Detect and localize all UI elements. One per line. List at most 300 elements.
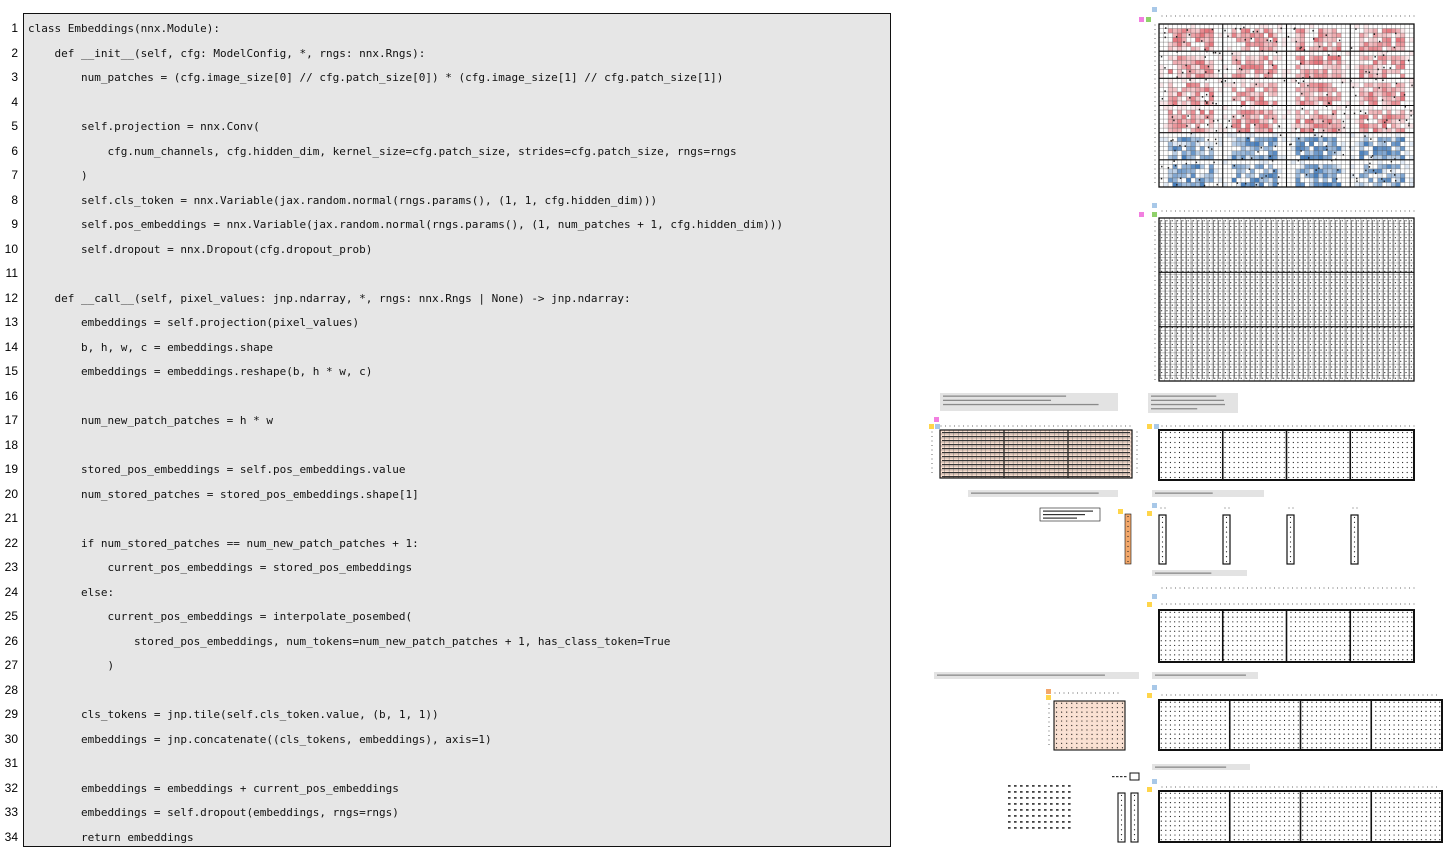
ruler-tick: [1287, 425, 1288, 426]
cell-glyph: [1411, 316, 1412, 317]
grid-cell: [1282, 155, 1287, 160]
cell-glyph: [1368, 378, 1369, 379]
cell-glyph: [1172, 237, 1173, 238]
cell-glyph: [1162, 556, 1163, 557]
cell-glyph: [1363, 344, 1364, 345]
cell-glyph: [1182, 226, 1183, 227]
cell-glyph: [1216, 143, 1217, 145]
cell-glyph: [1336, 282, 1337, 283]
ruler-tick: [940, 425, 941, 426]
cell-glyph: [1264, 631, 1265, 632]
ruler-tick: [1102, 425, 1103, 426]
cell-glyph: [1304, 248, 1305, 249]
ruler-tick: [1337, 210, 1338, 211]
grid-cell: [1182, 119, 1187, 124]
grid-cell: [1327, 83, 1332, 88]
cell-glyph: [1389, 220, 1390, 221]
cell-glyph: [1411, 378, 1412, 379]
cell-glyph: [1188, 248, 1189, 249]
cell-glyph: [1326, 282, 1327, 283]
cell-glyph: [1352, 220, 1353, 221]
ruler-tick: [1154, 177, 1155, 178]
grid-cell: [1314, 56, 1319, 61]
cell-glyph: [1209, 344, 1210, 345]
cell-glyph: [1278, 316, 1279, 317]
cell-glyph: [1262, 260, 1263, 261]
cell-glyph: [1267, 361, 1268, 362]
cell-glyph: [1379, 344, 1380, 345]
grid-cell: [1296, 101, 1301, 106]
cell-glyph: [1161, 260, 1162, 261]
grid-cell: [1200, 110, 1205, 115]
grid-cell: [1318, 142, 1323, 147]
grid-cell: [1255, 42, 1260, 47]
grid-cell: [1409, 178, 1414, 183]
cell-glyph: [1408, 60, 1409, 62]
ruler-tick: [1242, 15, 1243, 16]
grid-cell: [1300, 115, 1305, 120]
grid-cell: [1382, 124, 1387, 129]
cell-glyph: [1393, 467, 1394, 468]
cell-glyph: [1374, 220, 1375, 221]
cell-glyph: [1397, 462, 1398, 463]
cell-glyph: [1183, 616, 1184, 617]
cell-glyph: [1411, 321, 1412, 322]
cell-glyph: [1166, 248, 1167, 249]
cell-glyph: [1289, 254, 1290, 255]
cell-glyph: [1264, 621, 1265, 622]
cell-glyph: [1256, 84, 1257, 86]
cell-glyph: [1368, 282, 1369, 283]
cell-glyph: [1273, 282, 1274, 283]
cell-glyph: [1206, 432, 1207, 433]
cell-glyph: [1353, 631, 1354, 632]
cell-glyph: [1394, 96, 1395, 98]
cell-glyph: [1374, 33, 1375, 35]
cell-glyph: [1265, 462, 1266, 463]
cell-glyph: [1270, 447, 1271, 448]
ruler-tick: [1305, 15, 1306, 16]
cell-glyph: [1202, 467, 1203, 468]
grid-cell: [1268, 87, 1273, 92]
cell-glyph: [1275, 452, 1276, 453]
cell-glyph: [1278, 305, 1279, 306]
ruler-tick: [1278, 425, 1279, 426]
cell-glyph: [1393, 616, 1394, 617]
cell-glyph: [1384, 305, 1385, 306]
cell-glyph: [1336, 310, 1337, 311]
cell-glyph: [1241, 366, 1242, 367]
ruler-tick: [1395, 425, 1396, 426]
grid-cell: [1209, 124, 1214, 129]
cell-glyph: [1408, 123, 1409, 125]
cell-glyph: [1304, 237, 1305, 238]
cell-glyph: [1257, 31, 1258, 33]
grid-cell: [1291, 78, 1296, 83]
cell-glyph: [1288, 467, 1289, 468]
cell-glyph: [1231, 53, 1232, 55]
cell-glyph: [1402, 432, 1403, 433]
cell-glyph: [1386, 119, 1387, 121]
cell-glyph: [1394, 47, 1395, 49]
grid-cell: [1305, 128, 1310, 133]
grid-cell: [1337, 106, 1342, 111]
cell-glyph: [1262, 265, 1263, 266]
cell-glyph: [1204, 265, 1205, 266]
grid-cell: [1250, 133, 1255, 138]
ruler-tick: [1154, 266, 1155, 267]
grid-cell: [1332, 96, 1337, 101]
grid-cell: [1382, 151, 1387, 156]
cell-glyph: [1183, 467, 1184, 468]
cell-glyph: [1393, 631, 1394, 632]
grid-cell: [1182, 101, 1187, 106]
cell-glyph: [1204, 220, 1205, 221]
cell-glyph: [1294, 282, 1295, 283]
cell-glyph: [1193, 344, 1194, 345]
cell-glyph: [1347, 372, 1348, 373]
cell-glyph: [1272, 64, 1273, 66]
cell-glyph: [1302, 77, 1303, 79]
grid-cell: [1350, 164, 1355, 169]
ruler-tick: [1154, 298, 1155, 299]
cell-glyph: [1262, 305, 1263, 306]
cell-glyph: [1384, 616, 1385, 617]
grid-cell: [1350, 155, 1355, 160]
cell-glyph: [1368, 248, 1369, 249]
grid-cell: [1373, 124, 1378, 129]
cell-glyph: [1294, 276, 1295, 277]
cell-glyph: [1168, 167, 1169, 169]
cell-glyph: [1343, 442, 1344, 443]
cell-glyph: [1281, 612, 1282, 613]
grid-cell: [1359, 33, 1364, 38]
cell-glyph: [1315, 293, 1316, 294]
grid-cell: [1236, 169, 1241, 174]
grid-cell: [1296, 74, 1301, 79]
cell-glyph: [1204, 310, 1205, 311]
grid-cell: [1186, 83, 1191, 88]
grid-cell: [1250, 83, 1255, 88]
ruler-tick: [1154, 141, 1155, 142]
cell-glyph: [1315, 169, 1316, 171]
cell-glyph: [1202, 437, 1203, 438]
cell-glyph: [1204, 226, 1205, 227]
cell-glyph: [1198, 378, 1199, 379]
cell-glyph: [1265, 472, 1266, 473]
cell-glyph: [1230, 231, 1231, 232]
cell-glyph: [1288, 432, 1289, 433]
cell-glyph: [1189, 34, 1190, 36]
cell-glyph: [1370, 457, 1371, 458]
cell-glyph: [1209, 237, 1210, 238]
cell-glyph: [1225, 366, 1226, 367]
grid-cell: [1164, 101, 1169, 106]
ruler-tick: [1337, 15, 1338, 16]
cell-glyph: [1366, 457, 1367, 458]
grid-cell: [1191, 115, 1196, 120]
cell-glyph: [1172, 288, 1173, 289]
grid-cell: [1177, 92, 1182, 97]
cls-tokens-batch-column: [1351, 515, 1358, 564]
cell-glyph: [1308, 616, 1309, 617]
cell-glyph: [1397, 442, 1398, 443]
grid-cell: [1268, 29, 1273, 34]
cell-glyph: [1310, 220, 1311, 221]
ruler-tick: [1220, 15, 1221, 16]
ruler-tick: [1136, 449, 1137, 450]
cell-glyph: [1334, 437, 1335, 438]
cell-glyph: [1354, 541, 1355, 542]
cell-glyph: [1267, 299, 1268, 300]
cell-glyph: [1235, 276, 1236, 277]
cell-glyph: [1241, 254, 1242, 255]
ruler-tick: [1377, 210, 1378, 211]
ruler-tick: [1206, 210, 1207, 211]
ruler-tick: [1395, 587, 1396, 588]
cell-glyph: [1302, 472, 1303, 473]
grid-cell: [1200, 74, 1205, 79]
grid-cell: [1364, 42, 1369, 47]
cell-glyph: [1284, 467, 1285, 468]
cell-glyph: [1340, 626, 1341, 627]
ruler-tick: [1386, 15, 1387, 16]
grid-cell: [1387, 178, 1392, 183]
code-line: self.dropout = nnx.Dropout(cfg.dropout_prob): [28, 242, 373, 256]
ruler-tick: [1154, 150, 1155, 151]
ruler-tick: [1332, 210, 1333, 211]
cell-glyph: [1220, 437, 1221, 438]
cell-glyph: [1209, 220, 1210, 221]
cell-glyph: [1165, 457, 1166, 458]
cell-glyph: [1278, 276, 1279, 277]
ruler-tick: [931, 454, 932, 455]
ruler-tick: [1154, 146, 1155, 147]
cell-glyph: [1204, 316, 1205, 317]
grid-cell: [1282, 42, 1287, 47]
grid-cell: [1191, 169, 1196, 174]
cell-glyph: [1226, 541, 1227, 542]
cell-glyph: [1219, 378, 1220, 379]
cell-glyph: [1361, 432, 1362, 433]
cell-glyph: [1174, 447, 1175, 448]
grid-cell: [1300, 33, 1305, 38]
cell-glyph: [1193, 321, 1194, 322]
cell-glyph: [1334, 432, 1335, 433]
cell-glyph: [1394, 174, 1395, 176]
cell-glyph: [1257, 220, 1258, 221]
grid-cell: [1246, 128, 1251, 133]
grid-cell: [1264, 110, 1269, 115]
cell-glyph: [1127, 531, 1128, 532]
cell-glyph: [1246, 338, 1247, 339]
cell-glyph: [1246, 231, 1247, 232]
ruler-tick: [1154, 235, 1155, 236]
cell-glyph: [1188, 260, 1189, 261]
cell-glyph: [1214, 231, 1215, 232]
cell-glyph: [1361, 477, 1362, 478]
cell-glyph: [1247, 432, 1248, 433]
cell-glyph: [1366, 477, 1367, 478]
ruler-tick: [1154, 92, 1155, 93]
cell-glyph: [1230, 243, 1231, 244]
cell-glyph: [1308, 157, 1309, 159]
cell-glyph: [1265, 457, 1266, 458]
cell-glyph: [1237, 616, 1238, 617]
ruler-tick: [1211, 15, 1212, 16]
cell-glyph: [1366, 621, 1367, 622]
grid-cell: [1396, 151, 1401, 156]
grid-cell: [1387, 115, 1392, 120]
grid-cell: [1177, 101, 1182, 106]
grid-cell: [1246, 33, 1251, 38]
cell-glyph: [1257, 265, 1258, 266]
cell-glyph: [1211, 467, 1212, 468]
grid-cell: [1396, 87, 1401, 92]
cell-glyph: [1183, 472, 1184, 473]
grid-cell: [1177, 173, 1182, 178]
grid-cell: [1273, 101, 1278, 106]
grid-cell: [1209, 74, 1214, 79]
grid-cell: [1305, 164, 1310, 169]
cell-glyph: [1400, 220, 1401, 221]
cell-glyph: [1347, 276, 1348, 277]
cell-glyph: [1289, 231, 1290, 232]
cell-glyph: [1179, 612, 1180, 613]
ruler-tick: [1269, 587, 1270, 588]
cell-glyph: [1363, 243, 1364, 244]
cell-glyph: [1224, 457, 1225, 458]
grid-cell: [1305, 60, 1310, 65]
ruler-tick: [1364, 210, 1365, 211]
cell-glyph: [1352, 338, 1353, 339]
cell-glyph: [1347, 457, 1348, 458]
cell-glyph: [1245, 39, 1246, 41]
grid-cell: [1250, 115, 1255, 120]
line-number: 19: [4, 462, 18, 476]
ruler-tick: [1154, 65, 1155, 66]
cell-glyph: [1164, 32, 1165, 34]
cell-glyph: [1347, 282, 1348, 283]
grid-cell: [1314, 124, 1319, 129]
cell-glyph: [1257, 237, 1258, 238]
cell-glyph: [1176, 184, 1177, 186]
grid-cell: [1364, 173, 1369, 178]
grid-cell: [1318, 119, 1323, 124]
cell-glyph: [1299, 321, 1300, 322]
cell-glyph: [1165, 477, 1166, 478]
ruler-tick: [1364, 603, 1365, 604]
grid-cell: [1378, 160, 1383, 165]
cell-glyph: [1347, 305, 1348, 306]
code-line: def __call__(self, pixel_values: jnp.ndarray, *, rngs: nnx.Rngs | None) -> jnp.ndarray:: [28, 291, 631, 305]
cell-glyph: [1235, 361, 1236, 362]
cell-glyph: [1177, 260, 1178, 261]
cell-glyph: [1295, 616, 1296, 617]
cell-glyph: [1411, 85, 1412, 87]
ruler-tick: [1400, 210, 1401, 211]
cell-glyph: [1361, 437, 1362, 438]
cell-glyph: [1235, 282, 1236, 283]
cell-glyph: [1338, 477, 1339, 478]
cell-glyph: [1253, 31, 1254, 33]
cell-glyph: [1315, 378, 1316, 379]
grid-cell: [1382, 83, 1387, 88]
cell-glyph: [1336, 226, 1337, 227]
cell-glyph: [1299, 248, 1300, 249]
grid-cell: [1373, 42, 1378, 47]
snippet-text-line: [943, 396, 1066, 397]
grid-cell: [1159, 83, 1164, 88]
cell-glyph: [1204, 243, 1205, 244]
cell-glyph: [1362, 626, 1363, 627]
grid-cell: [1191, 74, 1196, 79]
cell-glyph: [1179, 442, 1180, 443]
grid-cell: [1400, 155, 1405, 160]
cell-glyph: [1182, 333, 1183, 334]
grid-cell: [1268, 164, 1273, 169]
cell-glyph: [1374, 372, 1375, 373]
ruler-tick: [1283, 425, 1284, 426]
cell-glyph: [1246, 305, 1247, 306]
grid-cell: [1341, 142, 1346, 147]
cell-glyph: [1347, 243, 1348, 244]
cell-glyph: [1198, 310, 1199, 311]
cell-glyph: [1384, 467, 1385, 468]
cell-glyph: [1179, 631, 1180, 632]
grid-cell: [1259, 173, 1264, 178]
grid-cell: [1327, 164, 1332, 169]
cell-glyph: [1225, 220, 1226, 221]
grid-cell: [1300, 87, 1305, 92]
cell-glyph: [1338, 432, 1339, 433]
cell-glyph: [1411, 442, 1412, 443]
cell-glyph: [1257, 361, 1258, 362]
cell-glyph: [1284, 447, 1285, 448]
ruler-tick: [1391, 603, 1392, 604]
grid-cell: [1396, 142, 1401, 147]
grid-cell: [1387, 42, 1392, 47]
grid-cell: [1400, 160, 1405, 165]
grid-cell: [1296, 87, 1301, 92]
cell-glyph: [1166, 293, 1167, 294]
cell-glyph: [1352, 310, 1353, 311]
grid-cell: [1259, 33, 1264, 38]
ruler-tick: [1170, 603, 1171, 604]
cell-glyph: [1209, 276, 1210, 277]
cell-glyph: [1284, 432, 1285, 433]
grid-cell: [1300, 155, 1305, 160]
cell-glyph: [1393, 612, 1394, 613]
cell-glyph: [1226, 522, 1227, 523]
cell-glyph: [1320, 437, 1321, 438]
grid-cell: [1264, 119, 1269, 124]
cell-glyph: [1182, 243, 1183, 244]
cell-glyph: [1390, 67, 1391, 69]
cell-glyph: [1281, 626, 1282, 627]
cell-glyph: [1179, 616, 1180, 617]
cell-glyph: [1172, 333, 1173, 334]
cell-glyph: [1358, 338, 1359, 339]
cell-glyph: [1204, 299, 1205, 300]
cell-glyph: [1267, 248, 1268, 249]
cell-glyph: [1174, 616, 1175, 617]
cell-glyph: [1251, 366, 1252, 367]
cell-glyph: [1214, 333, 1215, 334]
cell-glyph: [1219, 344, 1220, 345]
cell-glyph: [1304, 338, 1305, 339]
ruler-tick: [1154, 42, 1155, 43]
